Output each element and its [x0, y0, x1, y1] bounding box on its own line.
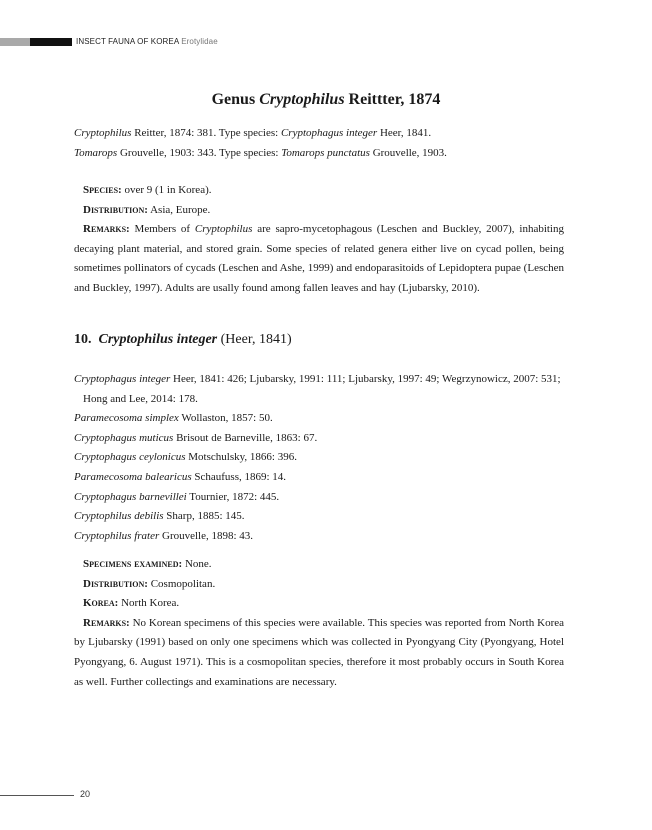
page-number: 20 [80, 789, 91, 799]
species-title [74, 331, 292, 349]
synonym-entry: Cryptophagus barnevillei Tournier, 1872: 445. [74, 490, 280, 503]
genus-reference: Cryptophilus Reitter, 1874: 381. Type species: Cryptophagus integer Heer, 1841. [74, 127, 432, 139]
genus-title: Genus Cryptophilus Reittter, 1874 [211, 91, 441, 108]
genus-name: Cryptophilus [259, 91, 345, 108]
genus-references [74, 124, 564, 163]
synonym-entry: Cryptophilus debilis Sharp, 1885: 145. [74, 510, 245, 523]
synonym-entry: Cryptophilus frater Grouvelle, 1898: 43. [74, 529, 254, 542]
species-details [74, 555, 564, 692]
synonym-entry: Paramecosoma simplex Wollaston, 1857: 50. [74, 412, 273, 425]
species-korea: Korea: North Korea. [83, 597, 180, 610]
genus-distribution: Distribution: Asia, Europe. [83, 203, 211, 216]
header-bar [0, 38, 72, 46]
synonym-entry: Cryptophagus integer Heer, 1841: 426; Ljubarsky, 1991: 111; Ljubarsky, 1997: 49; Wegrzynowicz, 2007: 531; Hong and Lee, 2014: 178. [74, 373, 561, 405]
genus-details [74, 181, 564, 299]
synonym-entry: Paramecosoma balearicus Schaufuss, 1869: 14. [74, 470, 287, 483]
species-name: Cryptophilus integer [98, 332, 218, 347]
header-bar-light [0, 38, 30, 46]
synonym-entry: Cryptophagus ceylonicus Motschulsky, 1866: 396. [74, 451, 297, 464]
header-bar-dark [30, 38, 72, 46]
species-number: 10. [74, 332, 92, 347]
species-remarks: Remarks: No Korean specimens of this species were available. This species was reported from North Korea by Ljubarsky (1991) based on only one specimens which was collected in Pyongyang City (Pyongyang, Hotel Pyongyang, 6. August 1971). This is a cosmopolitan species, therefore it most probably occurs in South Korea as well. Further collectings and examinations are necessary. [74, 616, 564, 688]
genus-remarks: Remarks: Members of Cryptophilus are sapro-mycetophagous (Leschen and Buckley, 2007), inhabiting decaying plant material, and stored grain. Some species of related genera either live on cycad pollen, being sometimes pollinators of cycads (Leschen and Ashe, 1999) and endoparasitoids of Lepidoptera pupae (Leschen and Buckley, 1997). Adults are usally found among fallen leaves and hay (Ljubarsky, 2010). [74, 223, 564, 294]
synonym-entry: Cryptophagus muticus Brisout de Barneville, 1863: 67. [74, 431, 318, 444]
species-synonyms [74, 370, 564, 546]
footer-rule [0, 795, 74, 796]
genus-species-count: Species: over 9 (1 in Korea). [83, 184, 212, 196]
species-distribution: Distribution: Cosmopolitan. [83, 577, 216, 590]
species-author: (Heer, 1841) [217, 332, 292, 347]
genus-reference: Tomarops Grouvelle, 1903: 343. Type species: Tomarops punctatus Grouvelle, 1903. [74, 146, 447, 159]
running-header [76, 37, 218, 47]
running-header-family: Erotylidae [181, 37, 218, 46]
specimens-examined: Specimens examined: None. [83, 558, 212, 570]
running-header-title: INSECT FAUNA OF KOREA [76, 37, 179, 46]
